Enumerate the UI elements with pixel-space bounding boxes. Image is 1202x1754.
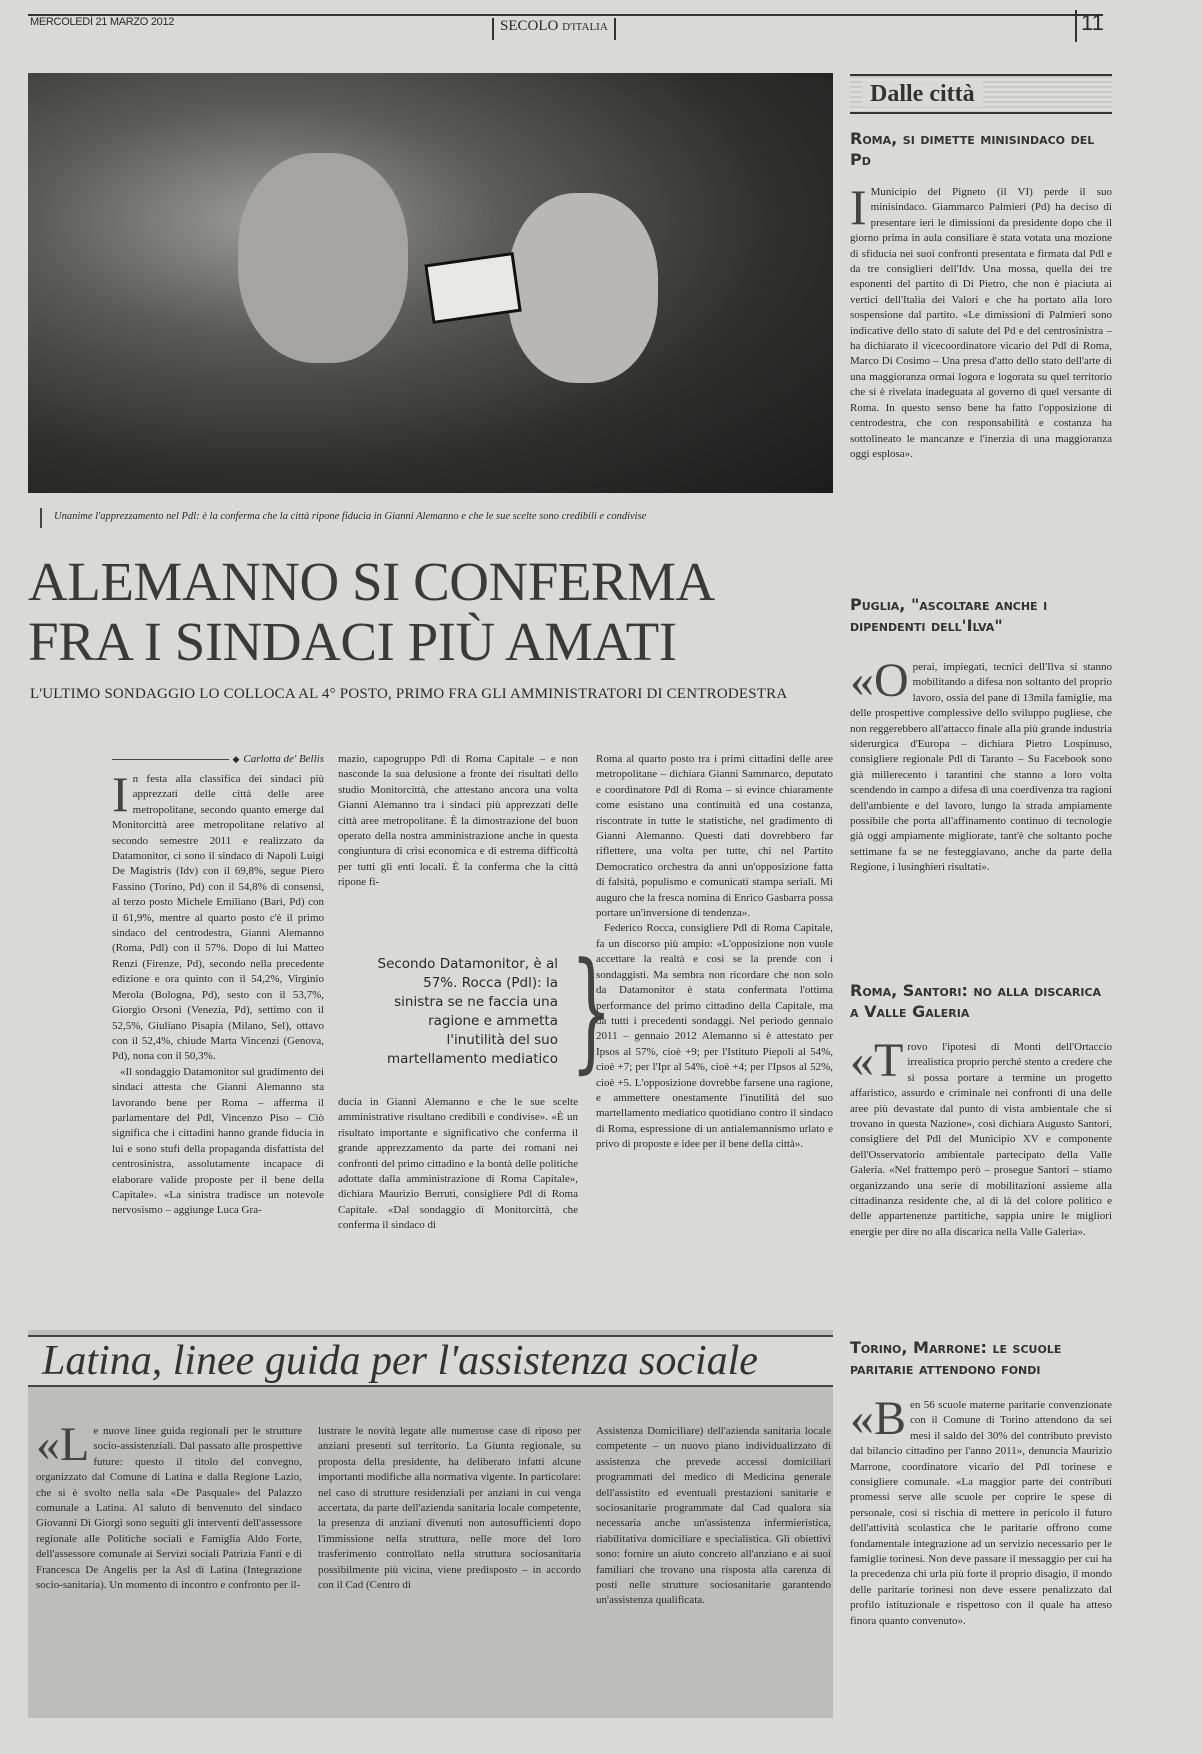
latina-text: e nuove linee guida regionali per le strutture socio-assistenziali. Dal passato alle prospettive future: questo il titolo del convegno, organizzato dal Comune di Latina e dalla Regione Lazio, che si è svolto nella sala «De Pasquale» del Palazzo comunale a Latina. Al saluto di benvenuto del sindaco Giovanni Di Giorgi sono seguiti gli interventi dell'assessore regionale alle Politiche sociali e Famiglia Aldo Forte, dell'assessore comunale ai Servizi sociali Patrizia Fanti e di Francesca De Angelis per la Asl di Latina (Integrazione socio-sanitaria). Un momento di incontro e confronto per il-: [36, 1425, 302, 1592]
article-column-1: [112, 766, 324, 1219]
pull-quote: Secondo Datamonitor, è al 57%. Rocca (Pdl): la sinistra se ne faccia una ragione e ammetta l'inutilità del suo martellamento mediatico: [377, 956, 558, 1067]
sidebar-text: en 56 scuole materne paritarie convenzionate con il Comune di Torino attendono da sei mesi il saldo del 30% del contributo previsto dal bilancio cittadino per l'anno 2011», denuncia Maurizio Marrone, coordinatore vicario del Pdl torinese e consigliere comunale. «La maggior parte dei contributi promessi serve alle scuole per coprire le spese di personale, così si rischia di mettere in pericolo il futuro dell'attività scolastica che le paritarie offrono come fondamentale integrazione ad un servizio necessario per le famiglie torinesi. Non deve passare il messaggio per cui ha la precedenza chi urla più forte il proprio disagio, il mondo delle paritarie torinesi non deve essere penalizzato dal profilo istituzionale e rispettoso con il quale ha atteso finora quanto convenuto».: [850, 1399, 1112, 1627]
masthead-suffix: D'ITALIA: [562, 21, 608, 33]
drop-cap: «T: [850, 1034, 904, 1087]
latina-title: Latina, linee guida per l'assistenza sociale: [28, 1335, 833, 1387]
drop-cap: I: [112, 766, 129, 822]
sidebar-article: [850, 1034, 1112, 1240]
sidebar-text: rovo l'ipotesi di Monti dell'Ortaccio irrealistica proprio perché stento a credere che si possa portare a termine un progetto affaristico, assurdo e criminale nei confronti di una delle aree più devastate dal punto di vista ambientale che si trovano in questa Nazione», così dichiara Augusto Santori, consigliere del Pdl del Municipio XV e componente dell'Osservatorio ambientale partecipato della Valle Galeria. «Nel frattempo però – prosegue Santori – stiamo organizzando una serie di mobilitazioni assieme alla cittadinanza residente che, al di là del colore politico e delle appartenenze partitiche, sappia unire le migliori energie per dire no alla discarica nella Valle Galeria».: [850, 1041, 1112, 1238]
photo-caption: Unanime l'apprezzamento nel Pdl: è la conferma che la città ripone fiducia in Gianni Alemanno e che le sue scelte sono credibili e condivise: [40, 508, 835, 528]
drop-cap: «B: [850, 1392, 907, 1445]
photo-subject: [238, 153, 408, 363]
diamond-icon: ◆: [232, 753, 240, 764]
drop-cap: «O: [850, 654, 909, 707]
paragraph: Federico Rocca, consigliere Pdl di Roma Capitale, fa un discorso più ampio: «L'opposizione non vuole accettare la realtà e così se la prende con i sondaggisti. Ma sembra non ricordare che non solo da Datamonitor è stata confermata l'ottima performance del primo cittadino della Capitale, ma da tutti i precedenti sondaggi. Nel periodo gennaio 2011 – gennaio 2012 Alemanno si è attestato per Ipsos al 57%, cioè +9; per l'Istituto Piepoli al 54%, cioè +7; per l'Ipr al 54%, cioè +4; per l'Ipsos al 52%, cioè +5. L'opposizione dovrebbe farsene una ragione, e ammettere onestamente l'inutilità del suo martellamento mediatico quotidiano contro il sindaco di Roma, espressione di un antialemannismo urlato e privo di proposte e idee per il bene della città».: [596, 922, 833, 1151]
photo-reporter: [508, 193, 658, 383]
author: Carlotta de' Bellis: [243, 753, 324, 765]
issue-date: MERCOLEDÌ 21 MARZO 2012: [30, 16, 175, 28]
drop-cap: «L: [36, 1418, 90, 1471]
sidebar-title: Torino, Marrone: le scuole paritarie attendono fondi: [850, 1338, 1062, 1378]
news-photo: [28, 73, 833, 493]
paragraph: «Il sondaggio Datamonitor sul gradimento dei sindaci attesta che Gianni Alemanno sta lavorando bene per Roma – afferma il parlamentare del Pdl, Vincenzo Piso – Ciò significa che i cittadini hanno grande fiducia in lui e sono stufi della propaganda disfattista del centrosinistra, assolutamente incapace di elaborare valide proposte per il bene della Capitale». «La sinistra tradisce un notevole nervosismo – aggiunge Luca Gra-: [112, 1065, 324, 1217]
headline-line-1: ALEMANNO SI CONFERMA: [28, 551, 715, 612]
latina-column-1: [36, 1418, 302, 1593]
paragraph: n festa alla classifica dei sindaci più apprezzati delle città delle aree metropolitane, secondo quanto emerge dal Monitorcittà aree metropolitane relativo al secondo semestre 2011 e realizzato da Datamonitor, ci sono il sindaco di Napoli Luigi De Magistris (Idv) con il 69,8%, segue Piero Fassino (Torino, Pd) con il 54,8% di consensi, al terzo posto Michele Emiliano (Bari, Pd) con il 61,9%, mentre al quarto posto c'è il primo sindaco del centrodestra, Gianni Alemanno (Roma, Pdl) con il 57%. Dopo di lui Matteo Renzi (Firenze, Pd), secondo nella precedente edizione e ora quinto con il 54,2%, Virginio Merola (Bologna, Pd), sesto con il 53,7%, Giorgio Orsoni (Venezia, Pd), settimo con il 52,5%, Giuliano Pisapia (Milano, Sel), ottavo con il 52,4%, chiude Marta Vincenzi (Genova, Pd), nona con il 50,3%.: [112, 773, 324, 1063]
article-column-3: [596, 752, 833, 1153]
drop-cap: I: [850, 179, 867, 235]
sidebar-text: Municipio del Pigneto (il VI) perde il suo minisindaco. Giammarco Palmieri (Pd) ha deciso di presentare ieri le dimissioni da presidente dopo che il giorno prima in aula consiliare è stata votata una mozione di sfiducia nei suoi confronti presentata e firmata dal Pdl e da tre consiglieri dell'Idv. Una mossa, quella dei tre esponenti del partito di Di Pietro, che non è piaciuta ai vertici dell'Italia dei Valori e che ha portato alla loro sospensione dal partito. «Le dimissioni di Palmieri sono indicative dello stato di salute del Pd e del centrosinistra – ha dichiarato il vicecoordinatore vicario del Pdl di Roma, Marco Di Cosimo – Una presa d'atto dello stato dell'arte di una maggioranza ormai logora e logorata su quel territorio che si è rivelata inadeguata al governo di quel versante di Roma. In questo senso bene ha fatto l'opposizione di centrodestra, che con responsabilità e costanza ha sottolineato le mancanze e l'inerzia di una maggioranza oggi esplosa».: [850, 186, 1112, 460]
sidebar-text: perai, impiegati, tecnici dell'Ilva si stanno mobilitando a difesa non soltanto del proprio lavoro, ossia del pane di 13mila famiglie, ma delle prospettive complessive dello sviluppo pugliese, che non reggerebbero all'attacco finale alla più grande industria siderurgica d'Europa – dichiara Pietro Lospinuso, consigliere regionale Pdl di Taranto – Su Facebook sono già millerecento i tarantini che stanno a loro volta scendendo in campo a difesa di una coerdivenza tra ragioni dell'ambiente e del lavoro, lungo la strada ampiamente possibile che porta all'affinamento continuo di tecnologie già oggi ampiamente migliorate, tant'è che soltanto poche settimane fa se ne festeggiavano, anche da parte della Regione, i lusinghieri risultati».: [850, 661, 1112, 874]
headline: [28, 552, 838, 672]
brace-ornament: }: [570, 934, 613, 1086]
photo-phone: [424, 252, 521, 324]
header-rule: [28, 14, 1103, 16]
sidebar-article: [850, 654, 1112, 876]
latina-column-3: Assistenza Domiciliare) dell'azienda sanitaria locale competente – un nuovo piano individualizzato di assistenza che prevede accessi domiciliari programmati del medico di Medicina generale dell'assistito ed eventuali prestazioni sanitarie e sociosanitarie programmate dal Cad qualora sia necessaria anche un'assistenza infermieristica, riabilitativa domiciliare e specialistica. Gli obiettivi sono: fornire un aiuto concreto all'anziano e ai suoi familiari che trovano una risposta alla carenza di posti nelle strutture sociosanitarie garantendo un'assistenza qualificata.: [596, 1425, 831, 1607]
page-number: 11: [1075, 10, 1104, 42]
paragraph: Roma al quarto posto tra i primi cittadini delle aree metropolitane – dichiara Gianni Sammarco, deputato e coordinatore Pdl di Roma – si evince chiaramente come esistano una continuità ed una costanza, riscontrate in tutte le statistiche, nel gradimento di Gianni Alemanno. Questi dati dovrebbero far riflettere, una volta per tutte, chi nel Partito Democratico orchestra da anni un'opposizione fatta di falsità, populismo e comunicati stampa seriali. Mi auguro che la fresca nomina di Enrico Gasbarra possa portare un'inversione di tendenza».: [596, 753, 834, 920]
masthead: [492, 18, 616, 40]
article-column-2-top: mazio, capogruppo Pdl di Roma Capitale – e non nasconde la sua delusione a fronte dei risultati dello studio Monitorcittà, che attestano ancora una volta Gianni Alemanno tra i sindaci più apprezzati delle città aree metropolitane. È la dimostrazione del buon operato della nostra amministrazione anche in questa congiuntura di crisi economica e di estrema difficoltà per tutti gli enti locali. È la conferma che la città ripone fi-: [338, 753, 578, 889]
sidebar-title: Puglia, "ascoltare anche i dipendenti dell'Ilva": [850, 595, 1048, 635]
headline-line-2: FRA I SINDACI PIÙ AMATI: [28, 611, 677, 672]
subtitle: L'ULTIMO SONDAGGIO LO COLLOCA AL 4° POSTO, PRIMO FRA GLI AMMINISTRATORI DI CENTRODESTRA: [30, 686, 788, 702]
byline-rule: [112, 759, 229, 760]
sidebar-title: Roma, si dimette minisindaco del Pd: [850, 129, 1095, 169]
sidebar-article: [850, 1392, 1112, 1629]
section-title: Dalle città: [862, 81, 983, 107]
section-header: [850, 74, 1112, 114]
sidebar-title: Roma, Santori: no alla discarica a Valle Galeria: [850, 981, 1102, 1021]
sidebar-article: [850, 179, 1112, 462]
byline: [112, 752, 324, 766]
latina-column-2: lustrare le novità legate alle numerose case di riposo per anziani presenti sul territorio. La Giunta regionale, su proposta della presidente, ha deliberato infatti alcune importanti modifiche alla normativa vigente. In particolare: nel caso di strutture residenziali per anziani in cui venga accertata, da parte dell'azienda sanitaria locale competente, la presenza di anziani divenuti non autosufficienti dopo l'immissione nella struttura, nelle more del loro trasferimento controllato nella struttura sociosanitaria possibilmente più vicina, viene predisposto – in accordo con il Cad (Centro di: [318, 1425, 581, 1592]
masthead-name: SECOLO: [500, 18, 559, 34]
article-column-2-bottom: ducia in Gianni Alemanno e che le sue scelte amministrative risultano credibili e condivise». «È un risultato importante e significativo che conferma il grande apprezzamento da parte dei romani nei confronti del primo cittadino e la bontà delle politiche adottate dalla amministrazione di Roma Capitale», dichiara Maurizio Berruti, consigliere Pdl di Roma Capitale. «Dal sondaggio di Monitorcittà, che conferma il sindaco di: [338, 1096, 578, 1232]
